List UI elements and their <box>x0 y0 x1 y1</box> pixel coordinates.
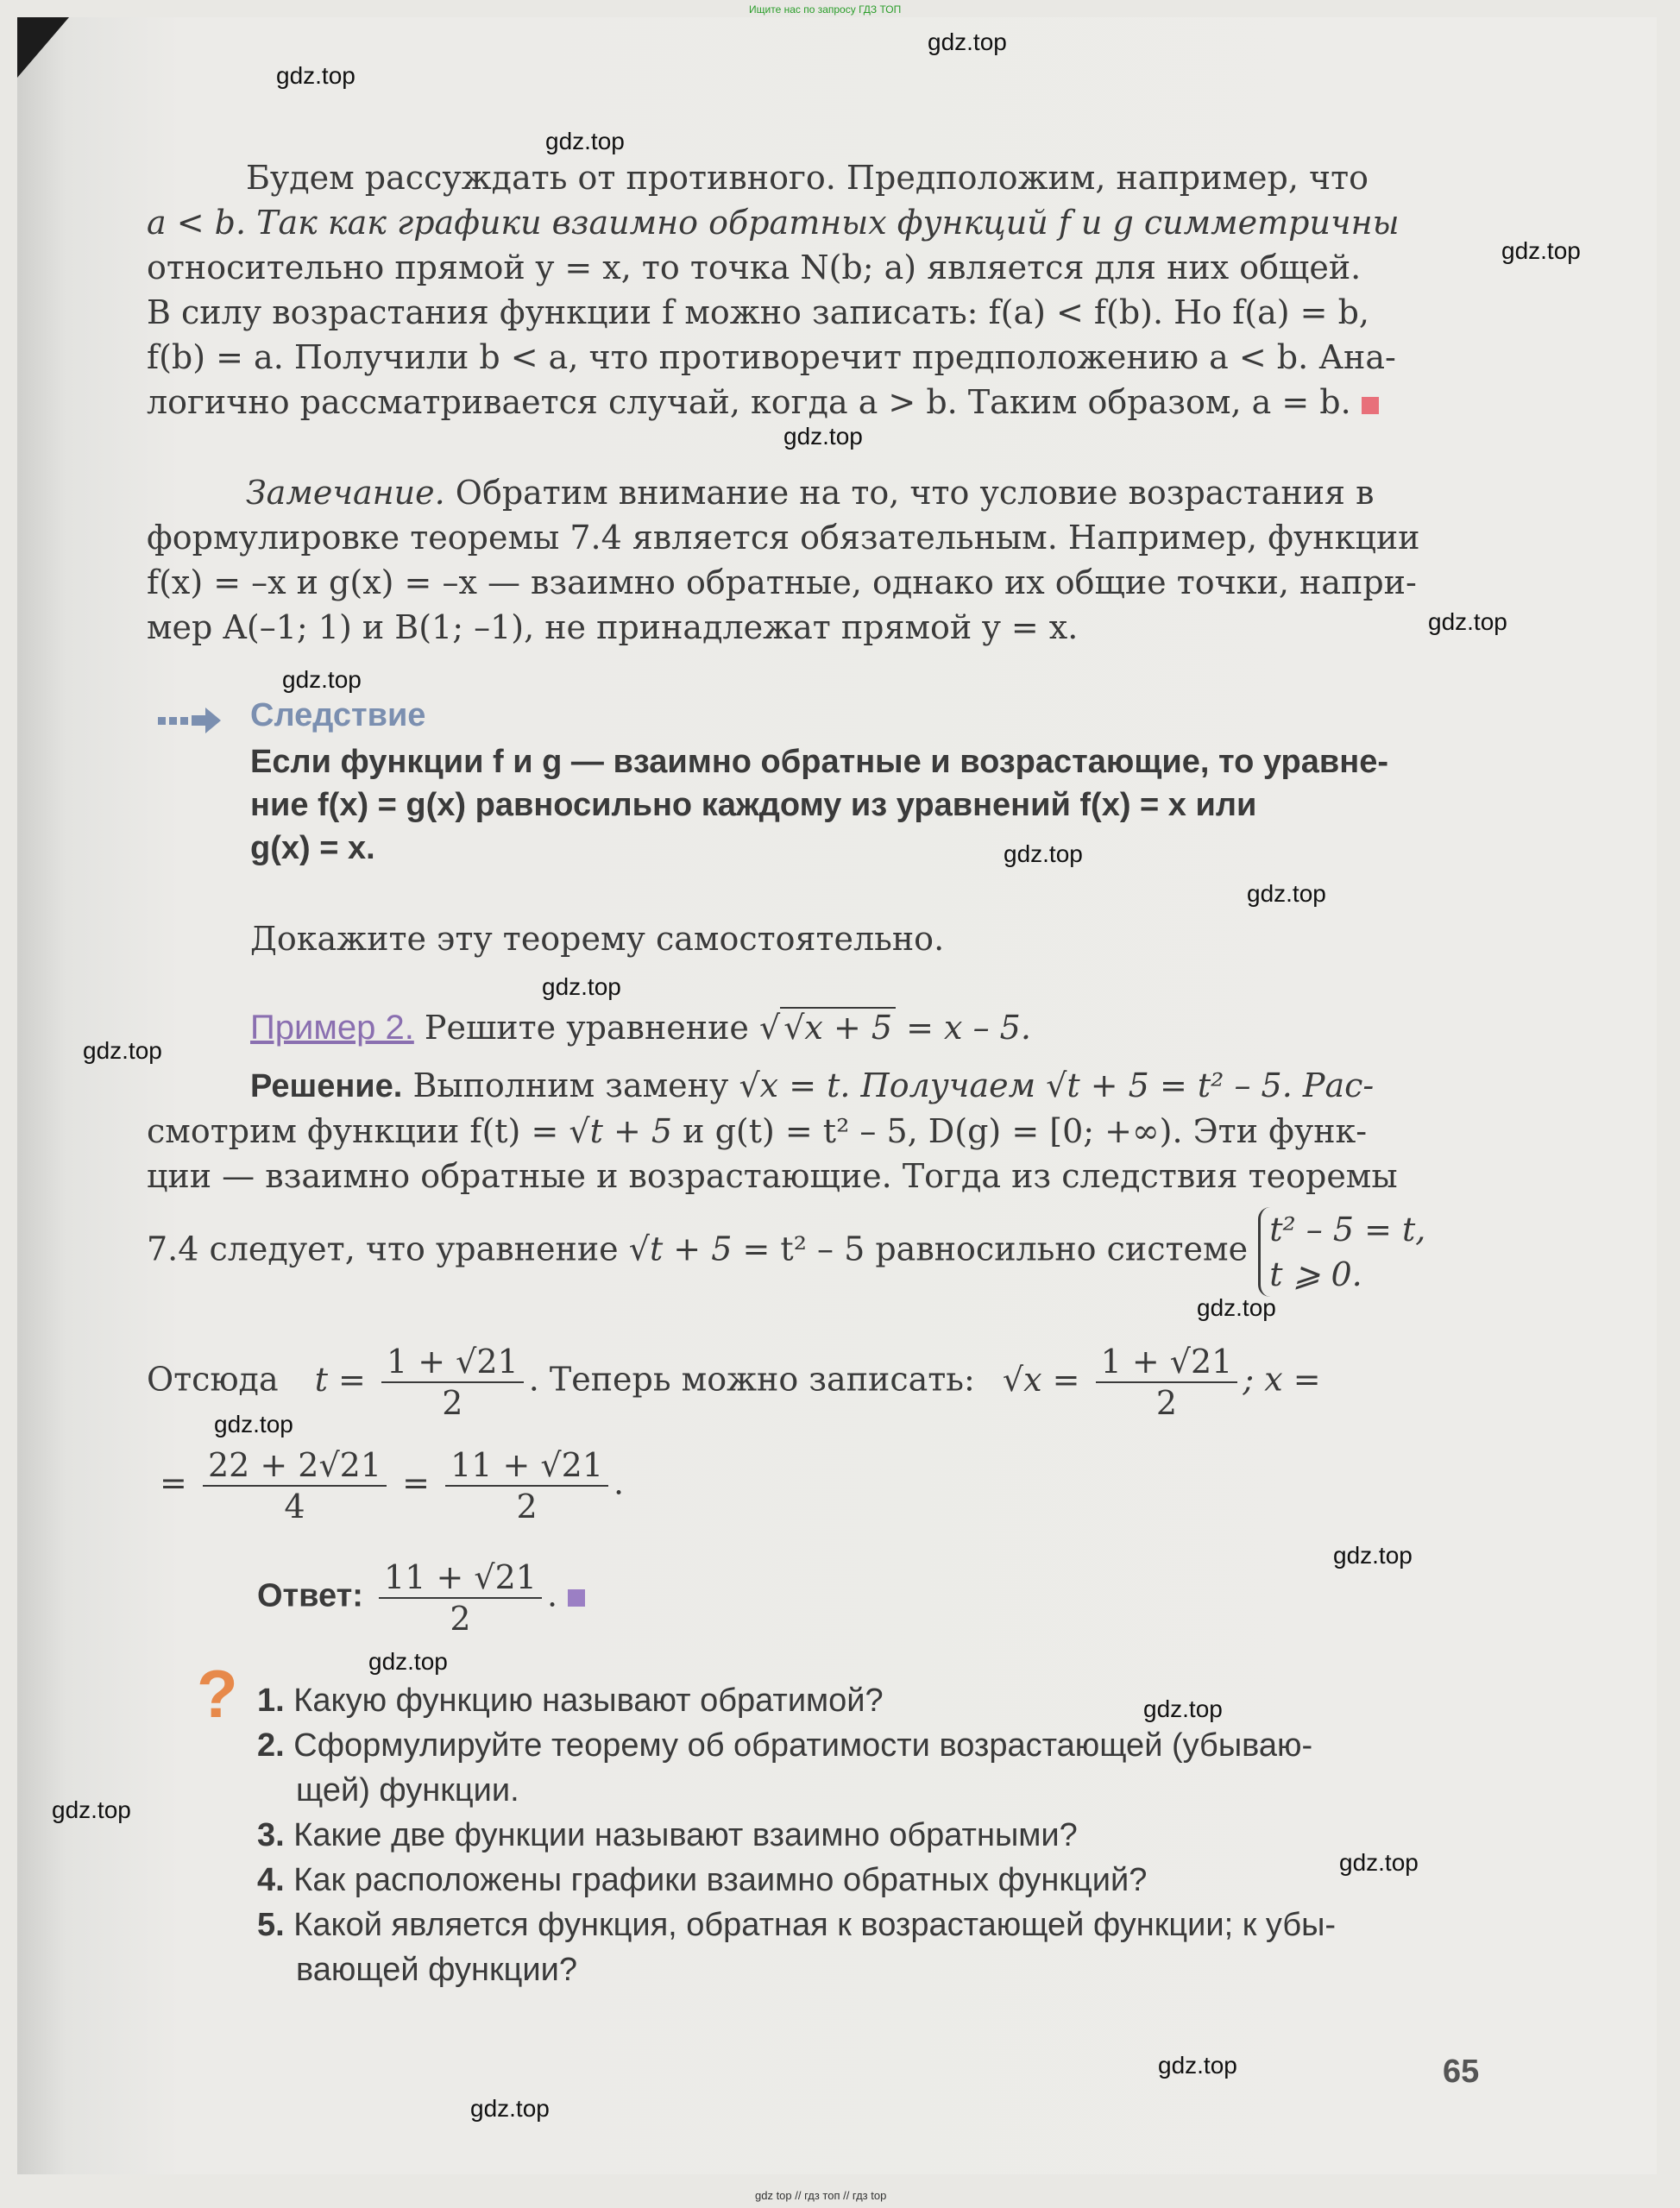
math-segment: ; x = <box>1243 1360 1321 1399</box>
text-line: относительно прямой y = x, то точка N(b; a) является для них общей. <box>147 248 1362 286</box>
text-line <box>147 380 1480 425</box>
math-segment: √x <box>739 1066 779 1104</box>
text-line: мер A(–1; 1) и B(1; –1), не принадлежат прямой y = x. <box>147 608 1079 646</box>
text-line <box>147 470 1480 515</box>
system-line: t ⩾ 0. <box>1269 1255 1362 1293</box>
question-item <box>257 1903 1482 1947</box>
watermark: gdz.top <box>928 28 1007 55</box>
fraction-numerator: 11 + √21 <box>445 1445 608 1487</box>
text-segment: . Теперь можно записать: <box>528 1360 975 1399</box>
fraction <box>1096 1342 1238 1423</box>
solution-paragraph <box>147 1063 1480 1297</box>
watermark: gdz.top <box>1197 1294 1276 1321</box>
review-questions <box>257 1678 1482 1992</box>
text-line: Если функции f и g — взаимно обратные и возрастающие, то уравне- <box>250 744 1388 780</box>
watermark: gdz.top <box>783 423 863 450</box>
watermark: gdz.top <box>1143 1695 1223 1722</box>
question-number: 3. <box>257 1817 285 1853</box>
fraction-denominator: 2 <box>516 1488 538 1525</box>
math-segment: √t + 5 <box>569 1112 673 1150</box>
text-line: f(x) = –x и g(x) = –x — взаимно обратные, однако их общие точки, напри- <box>147 563 1417 601</box>
text-segment: Выполним замену <box>412 1066 729 1104</box>
solution-final-line <box>160 1445 624 1526</box>
fraction <box>381 1342 524 1423</box>
solution-continued <box>147 1342 1493 1423</box>
question-text: Сформулируйте теорему об обратимости возрастающей (убываю- <box>293 1727 1313 1764</box>
question-item <box>257 1858 1482 1903</box>
watermark: gdz.top <box>1247 880 1326 907</box>
question-text: Какие две функции называют взаимно обратными? <box>293 1817 1078 1853</box>
fraction-numerator: 1 + √21 <box>1096 1342 1238 1383</box>
text-line <box>147 1063 1480 1109</box>
text-line: формулировке теоремы 7.4 является обязательным. Например, функции <box>147 519 1420 557</box>
question-text: Какую функцию называют обратимой? <box>293 1683 884 1719</box>
question-text: щей) функции. <box>296 1772 519 1809</box>
text-segment: 7.4 следует, что уравнение <box>147 1230 619 1268</box>
corollary-title: Следствие <box>250 697 426 733</box>
fraction-denominator: 2 <box>450 1600 471 1638</box>
text-segment: смотрим функции f(t) = <box>147 1112 559 1150</box>
question-item <box>257 1723 1482 1768</box>
watermark: gdz.top <box>542 973 621 1000</box>
remark-label: Замечание. <box>246 474 445 512</box>
fraction-numerator: 1 + √21 <box>381 1342 524 1383</box>
end-of-proof-mark <box>1362 397 1379 414</box>
text-line: В силу возрастания функции f можно записать: f(a) < f(b). Но f(a) = b, <box>147 293 1370 331</box>
question-item <box>257 1678 1482 1723</box>
page-corner-shadow <box>17 17 69 78</box>
text-line: Будем рассуждать от противного. Предположим, например, что <box>246 159 1369 197</box>
text-segment: Отсюда <box>147 1360 279 1399</box>
fraction-numerator: 22 + 2√21 <box>203 1445 387 1487</box>
equation-rhs: = x – 5. <box>906 1009 1031 1047</box>
math-segment: √x = <box>1002 1360 1080 1399</box>
fraction-numerator: 11 + √21 <box>379 1557 542 1599</box>
watermark: gdz.top <box>52 1796 131 1823</box>
question-text: Какой является функция, обратная к возрастающей функции; к убы- <box>293 1907 1337 1943</box>
example-task: Решите уравнение <box>424 1009 749 1047</box>
math-segment: t = <box>314 1360 366 1399</box>
solution-label: Решение. <box>250 1068 403 1104</box>
math-segment: . <box>546 1576 558 1614</box>
watermark: gdz.top <box>276 62 356 89</box>
example-statement: Пример 2. Решите уравнение √ √x + 5 = x – 5. <box>250 1009 1031 1047</box>
watermark: gdz.top <box>1158 2052 1237 2079</box>
answer-label: Ответ: <box>257 1577 363 1614</box>
watermark: gdz.top <box>83 1037 162 1064</box>
text-line <box>147 1109 1480 1154</box>
question-number: 1. <box>257 1683 285 1719</box>
math-segment: √t + 5 <box>628 1230 733 1268</box>
watermark: gdz.top <box>545 128 625 154</box>
watermark: gdz.top <box>1501 237 1581 264</box>
answer <box>257 1557 585 1639</box>
question-text: Как расположены графики взаимно обратных функций? <box>293 1862 1148 1898</box>
text-line <box>147 1207 1480 1297</box>
corollary-body <box>250 740 1484 870</box>
text-line: a < b. Так как графики взаимно обратных функций f и g симметричны <box>147 204 1400 242</box>
system-line: t² – 5 = t, <box>1269 1211 1426 1249</box>
math-segment: = <box>160 1463 187 1502</box>
math-segment: = t² – 5. Рас- <box>1159 1066 1375 1104</box>
question-text: вающей функции? <box>296 1952 577 1988</box>
remark-text: Обратим внимание на то, что условие возрастания в <box>455 474 1375 512</box>
text-segment: = t² – 5 равносильно системе <box>742 1230 1249 1268</box>
question-item <box>257 1947 1482 1992</box>
watermark: gdz.top <box>368 1648 448 1675</box>
question-number: 4. <box>257 1862 285 1898</box>
question-item <box>257 1813 1482 1858</box>
fraction <box>445 1445 608 1526</box>
end-of-solution-mark <box>568 1589 585 1607</box>
remark-paragraph <box>147 470 1480 650</box>
answer-fraction <box>379 1557 542 1639</box>
fraction-denominator: 2 <box>1155 1384 1178 1422</box>
watermark: gdz.top <box>214 1411 293 1437</box>
fraction-denominator: 4 <box>284 1488 305 1525</box>
watermark: gdz.top <box>1333 1542 1413 1569</box>
header-note: Ищите нас по запросу ГДЗ ТОП <box>749 3 902 16</box>
math-segment: . <box>613 1463 625 1502</box>
question-mark-icon: ? <box>197 1656 238 1732</box>
watermark: gdz.top <box>282 666 362 693</box>
math-segment: = <box>402 1463 430 1502</box>
question-number: 2. <box>257 1727 285 1764</box>
prove-yourself-text: Докажите эту теорему самостоятельно. <box>250 920 945 958</box>
watermark: gdz.top <box>1428 608 1507 635</box>
question-item <box>257 1768 1482 1813</box>
page-number: 65 <box>1443 2054 1480 2090</box>
math-segment: √t + 5 <box>1046 1066 1149 1104</box>
proof-paragraph <box>147 155 1480 425</box>
corollary-arrow-icon <box>158 708 221 733</box>
equation-system <box>1258 1207 1425 1297</box>
fraction <box>203 1445 387 1526</box>
text-line: f(b) = a. Получили b < a, что противоречит предположению a < b. Ана- <box>147 338 1396 376</box>
text-line: g(x) = x. <box>250 830 375 866</box>
watermark: gdz.top <box>1339 1849 1419 1876</box>
text-line: ние f(x) = g(x) равносильно каждому из уравнений f(x) = x или <box>250 787 1257 823</box>
equation-radical: √x + 5 <box>780 1007 896 1047</box>
question-number: 5. <box>257 1907 285 1943</box>
text-line-content: логично рассматривается случай, когда a > b. Таким образом, a = b. <box>147 383 1351 421</box>
watermark: gdz.top <box>470 2095 550 2122</box>
math-segment: = t. Получаем <box>789 1066 1036 1104</box>
watermark: gdz.top <box>1004 840 1083 867</box>
example-title: Пример 2. <box>250 1009 414 1047</box>
footer-note: gdz top // гдз топ // гдз top <box>755 2189 887 2202</box>
text-segment: и g(t) = t² – 5, D(g) = [0; +∞). Эти функ- <box>683 1112 1368 1150</box>
fraction-denominator: 2 <box>442 1384 463 1422</box>
text-line: ции — взаимно обратные и возрастающие. Тогда из следствия теоремы <box>147 1157 1398 1195</box>
